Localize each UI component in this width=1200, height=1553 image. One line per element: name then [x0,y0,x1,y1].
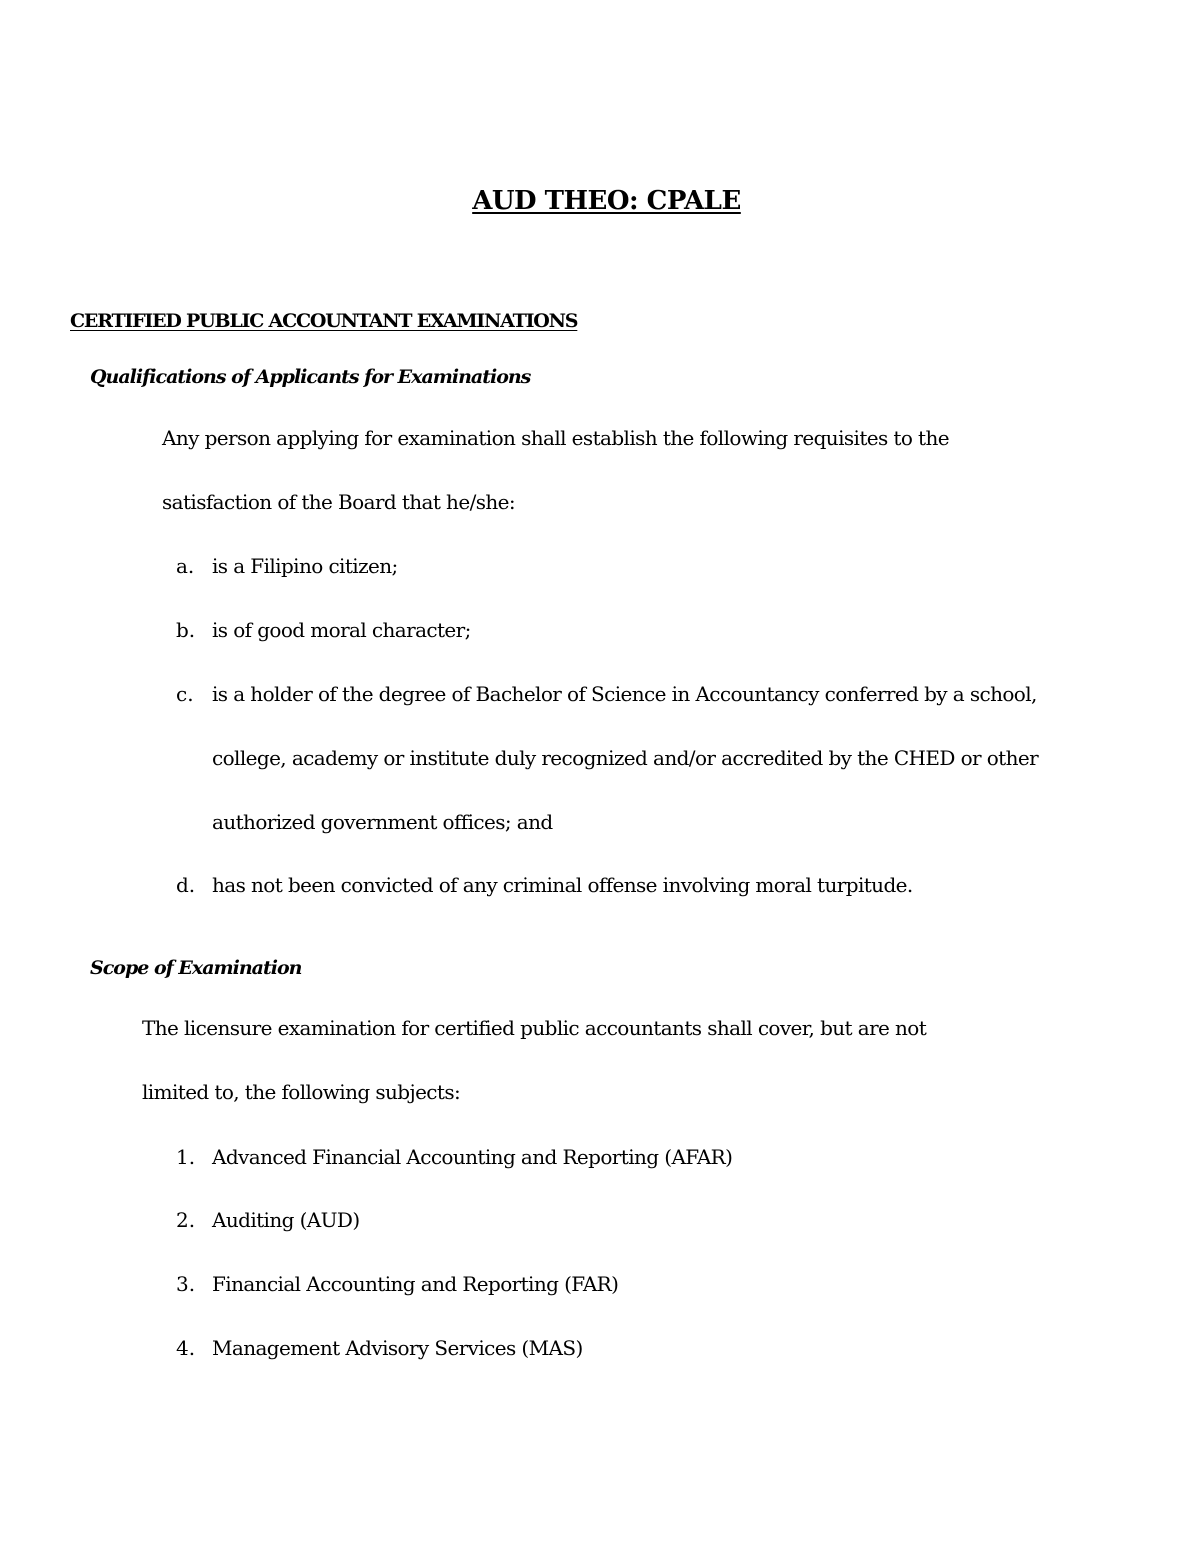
list-item-marker: 3. [176,1272,196,1296]
list-item-text: is a holder of the degree of Bachelor of Science in Accountancy conferred by a school, [212,682,1037,706]
scope-intro-line-2: limited to, the following subjects: [142,1080,461,1104]
document-title: AUD THEO: CPALE [472,186,741,216]
list-item-text: has not been convicted of any criminal offense involving moral turpitude. [212,873,913,897]
qualifications-intro-line-1: Any person applying for examination shall establish the following requisites to the [162,426,950,450]
list-item-marker: b. [176,618,196,642]
list-item-text: Auditing (AUD) [212,1208,360,1232]
list-item-text: is a Filipino citizen; [212,554,398,578]
list-item-text: is of good moral character; [212,618,471,642]
list-item-marker: d. [176,873,196,897]
list-item-marker: a. [176,554,195,578]
scope-intro-line-1: The licensure examination for certified public accountants shall cover, but are not [142,1016,927,1040]
list-item-text: Advanced Financial Accounting and Reporting (AFAR) [212,1145,733,1169]
list-item-text: Financial Accounting and Reporting (FAR) [212,1272,619,1296]
qualifications-intro-line-2: satisfaction of the Board that he/she: [162,490,516,514]
list-item-text: authorized government offices; and [212,810,553,834]
list-item-marker: 1. [176,1145,196,1169]
scope-heading: Scope of Examination [90,957,302,979]
list-item-text: Management Advisory Services (MAS) [212,1336,583,1360]
list-item-marker: c. [176,682,194,706]
qualifications-heading: Qualifications of Applicants for Examinations [90,366,531,388]
list-item-text: college, academy or institute duly recognized and/or accredited by the CHED or other [212,746,1039,770]
section-heading: CERTIFIED PUBLIC ACCOUNTANT EXAMINATIONS [70,310,578,332]
list-item-marker: 4. [176,1336,196,1360]
list-item-marker: 2. [176,1208,196,1232]
